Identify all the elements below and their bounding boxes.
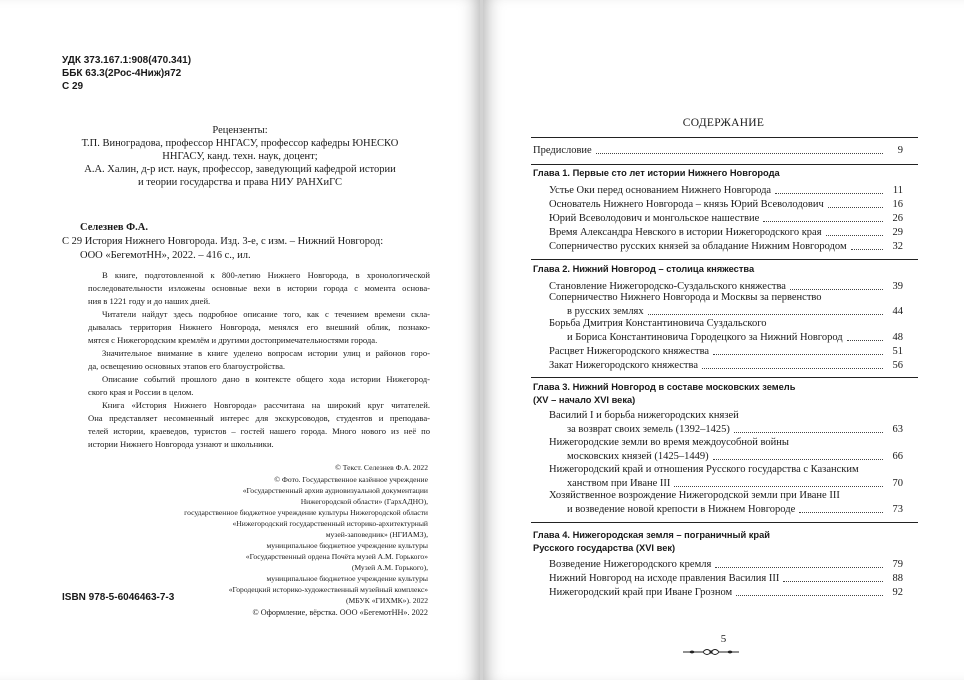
reviewer-line: А.А. Халин, д-р ист. наук, профессор, заведующий кафедрой истории: [84, 164, 396, 175]
isbn: ISBN 978-5-6046463-7-3: [62, 592, 175, 603]
toc-entry-title: Устье Оки перед основанием Нижнего Новгорода: [549, 185, 772, 196]
annotation-line: истории Нижнего Новгорода узнают и школьники.: [88, 439, 274, 449]
leader-dots: [763, 221, 883, 222]
leader-dots: [648, 314, 883, 315]
toc-entry-title: Соперничество Нижнего Новгорода и Москвы за первенство: [549, 292, 822, 303]
toc-entry-title-cont: московских князей (1425–1449): [567, 451, 709, 462]
copyright-line: музей-заповедник» (НГИАМЗ),: [325, 530, 428, 539]
copyright-line: © Текст. Селезнев Ф.А. 2022: [335, 463, 428, 472]
toc-page-number: 88: [892, 573, 903, 584]
toc-entry-title: Основатель Нижнего Новгорода – князь Юрий Всеволодович: [549, 199, 824, 210]
right-page: [483, 0, 964, 680]
annotation-line: Она представляет несомненный интерес для экскурсоводов, студентов и преподава-: [88, 413, 430, 423]
annotation-line: В книге, подготовленной к 800-летию Нижнего Новгорода, в хронологической: [102, 270, 430, 280]
author-name: Селезнев Ф.А.: [80, 222, 148, 233]
leader-dots: [847, 340, 883, 341]
toc-page-number: 11: [892, 185, 903, 196]
copyright-line: «Государственный ордена Почёта музей А.М. Горького»: [245, 552, 428, 561]
toc-entry-title: Борьба Дмитрия Константиновича Суздальского: [549, 318, 767, 329]
toc-entry: [549, 585, 903, 599]
toc-entry-title-cont: в русских землях: [567, 306, 644, 317]
leader-dots: [799, 512, 883, 513]
toc-entry-title: Соперничество русских князей за обладание Нижним Новгородом: [549, 241, 847, 252]
toc-page-number: 92: [892, 587, 903, 598]
toc-page-number: 32: [892, 241, 903, 252]
reviewers-heading: Рецензенты:: [212, 125, 268, 136]
annotation-line: Описание событий прошлого дано в контексте общего хода истории Нижегород-: [102, 374, 430, 384]
toc-entry: [567, 476, 903, 490]
toc-entry: [549, 279, 903, 293]
chapter-title: Глава 4. Нижегородская земля – пограничный край: [533, 530, 770, 540]
annotation-line: последовательности изложены основные вехи в истории города с момента основа-: [88, 283, 430, 293]
copyright-line: (Музей А.М. Горького),: [351, 563, 428, 572]
toc-page-number: 44: [892, 306, 903, 317]
toc-rule: [531, 137, 918, 138]
leader-dots: [790, 289, 883, 290]
page-number: 5: [720, 633, 727, 645]
toc-entry: [533, 143, 903, 157]
toc-entry: [549, 358, 903, 372]
toc-entry: [549, 571, 903, 585]
copyright-line: © Фото. Государственное казённое учреждение: [274, 475, 428, 484]
reviewer-line: Т.П. Виноградова, профессор ННГАСУ, профессор кафедры ЮНЕСКО: [81, 138, 399, 149]
annotation-line: да, освещению основных этапов его благоустройства.: [88, 361, 286, 371]
toc-entry-title: Василий I и борьба нижегородских князей: [549, 410, 739, 421]
toc-page-number: 51: [892, 346, 903, 357]
toc-entry-title: Нижегородский край при Иване Грозном: [549, 587, 733, 598]
toc-entry: [567, 330, 903, 344]
author-mark: С 29: [62, 81, 84, 92]
annotation-line: телей истории, краеведов, туристов – гостей нашего города. Много нового из неё по: [88, 426, 430, 436]
annotation-line: Книга «История Нижнего Новгорода» рассчитана на широкий круг читателей.: [102, 400, 430, 410]
leader-dots: [734, 432, 883, 433]
copyright-line: (МБУК «ГИХМК»). 2022: [346, 596, 428, 605]
annotation-line: ния в 1221 году и до наших дней.: [88, 296, 211, 306]
leader-dots: [828, 207, 883, 208]
catalog-entry: С 29 История Нижнего Новгорода. Изд. 3-е, с изм. – Нижний Новгород:: [62, 236, 384, 247]
copyright-line: © Оформление, вёрстка. ООО «БегемотНН». 2022: [252, 608, 428, 617]
toc-entry: [567, 304, 903, 318]
chapter-title-cont: Русского государства (XVI век): [533, 543, 676, 553]
toc-entry: [549, 197, 903, 211]
toc-entry: [567, 422, 903, 436]
toc-entry-title-cont: ханством при Иване III: [567, 478, 671, 489]
toc-page-number: 29: [892, 227, 903, 238]
toc-entry-title: Нижний Новгород на исходе правления Василия III: [549, 573, 780, 584]
toc-page-number: 26: [892, 213, 903, 224]
leader-dots: [596, 153, 883, 154]
ornament-icon: [681, 645, 741, 659]
annotation-line: мятся с Нижегородским кремлём и другими достопримечательностями города.: [88, 335, 378, 345]
toc-page-number: 9: [897, 145, 903, 156]
toc-page-number: 73: [892, 504, 903, 515]
leader-dots: [715, 567, 883, 568]
toc-rule: [531, 522, 918, 523]
toc-entry-title: Закат Нижегородского княжества: [549, 360, 698, 371]
toc-entry: [549, 183, 903, 197]
bbk-code: ББК 63.3(2Рос-4Ниж)я72: [62, 68, 182, 79]
toc-entry-title: Время Александра Невского в истории Нижегородского края: [549, 227, 822, 238]
chapter-title: Глава 1. Первые сто лет истории Нижнего Новгорода: [533, 168, 780, 178]
toc-page-number: 79: [892, 559, 903, 570]
annotation-line: Читатели найдут здесь подробное описание того, как с течением времени скла-: [102, 309, 430, 319]
toc-page-number: 48: [892, 332, 903, 343]
toc-entry-title: Становление Нижегородско-Суздальского княжества: [549, 281, 786, 292]
chapter-title: Глава 3. Нижний Новгород в составе московских земель: [533, 382, 796, 392]
left-page: [0, 0, 480, 680]
toc-entry-title-cont: и Бориса Константиновича Городецкого за Нижний Новгород: [567, 332, 843, 343]
toc-entry-title: Нижегородский край и отношения Русского государства с Казанским: [549, 464, 859, 475]
leader-dots: [674, 486, 883, 487]
leader-dots: [826, 235, 883, 236]
catalog-entry: ООО «БегемотНН», 2022. – 416 с., ил.: [80, 250, 251, 261]
reviewer-line: и теории государства и права НИУ РАНХиГС: [137, 177, 343, 188]
toc-page-number: 16: [892, 199, 903, 210]
toc-entry-title: Юрий Всеволодович и монгольское нашествие: [549, 213, 760, 224]
copyright-line: Нижегородской области» (ГархАДНО),: [300, 497, 428, 506]
toc-entry-title: Расцвет Нижегородского княжества: [549, 346, 710, 357]
toc-rule: [531, 164, 918, 165]
leader-dots: [713, 354, 883, 355]
toc-entry: [567, 502, 903, 516]
toc-page-number: 70: [892, 478, 903, 489]
reviewer-line: ННГАСУ, канд. техн. наук, доцент;: [162, 151, 318, 162]
chapter-title-cont: (XV – начало XVI века): [533, 395, 636, 405]
toc-entry: [567, 449, 903, 463]
toc-page-number: 56: [892, 360, 903, 371]
toc-rule: [531, 259, 918, 260]
leader-dots: [851, 249, 883, 250]
toc-page-number: 39: [892, 281, 903, 292]
copyright-line: «Государственный архив аудиовизуальной документации: [242, 486, 428, 495]
leader-dots: [702, 368, 883, 369]
leader-dots: [783, 581, 883, 582]
toc-entry-title: Хозяйственное возрождение Нижегородской земли при Иване III: [549, 490, 840, 501]
udc-code: УДК 373.167.1:908(470.341): [62, 55, 192, 66]
leader-dots: [775, 193, 883, 194]
toc-entry-title: Предисловие: [533, 145, 592, 156]
toc-page-number: 66: [892, 451, 903, 462]
toc-entry: [549, 344, 903, 358]
toc-entry: [549, 557, 903, 571]
toc-entry: [549, 211, 903, 225]
toc-entry: [549, 225, 903, 239]
annotation-line: ского края и России в целом.: [88, 387, 194, 397]
copyright-line: муниципальное бюджетное учреждение культуры: [266, 574, 428, 583]
toc-entry-title: Нижегородские земли во время междоусобной войны: [549, 437, 789, 448]
toc-entry-title: Возведение Нижегородского кремля: [549, 559, 712, 570]
toc-page-number: 63: [892, 424, 903, 435]
annotation-line: Значительное внимание в книге уделено вопросам истории улиц и районов горо-: [102, 348, 430, 358]
copyright-line: государственное бюджетное учреждение культуры Нижегородской области: [184, 508, 428, 517]
toc-entry-title-cont: и возведение новой крепости в Нижнем Новгороде: [567, 504, 796, 515]
leader-dots: [713, 459, 883, 460]
chapter-title: Глава 2. Нижний Новгород – столица княжества: [533, 264, 755, 274]
toc-title: СОДЕРЖАНИЕ: [682, 117, 765, 129]
toc-entry-title-cont: за возврат своих земель (1392–1425): [567, 424, 730, 435]
toc-entry: [549, 239, 903, 253]
copyright-line: муниципальное бюджетное учреждение культуры: [266, 541, 428, 550]
annotation-line: дывалась территория Нижнего Новгорода, менялся его внешний облик, познако-: [88, 322, 430, 332]
copyright-line: «Нижегородский государственный историко-архитектурный: [232, 519, 428, 528]
copyright-line: «Городецкий историко-художественный музейный комплекс»: [228, 585, 428, 594]
leader-dots: [736, 595, 883, 596]
toc-rule: [531, 377, 918, 378]
